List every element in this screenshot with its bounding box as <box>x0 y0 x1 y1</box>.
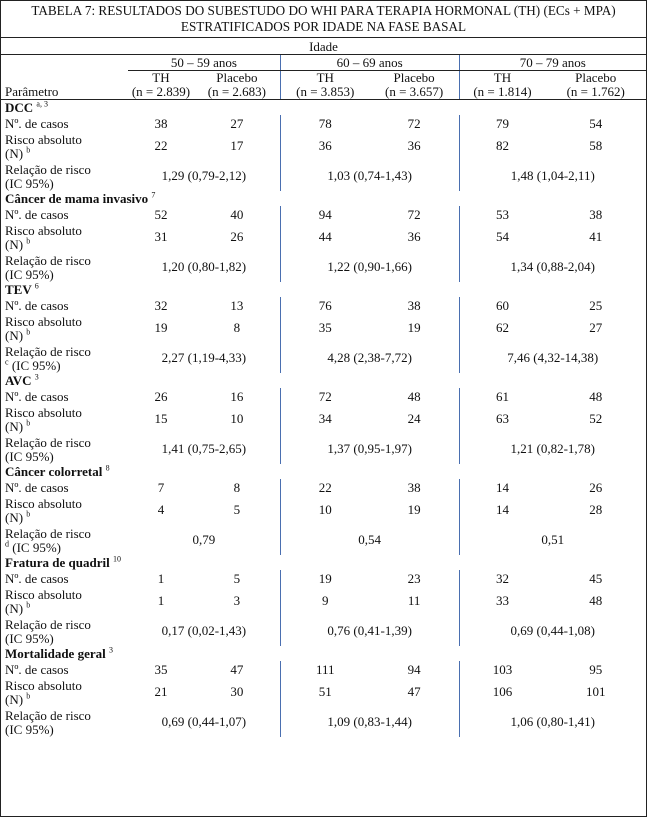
cell-risco-absoluto: 15 <box>154 411 168 426</box>
cell-risco-absoluto: 24 <box>407 411 421 426</box>
cell-risco-absoluto: 31 <box>154 229 168 244</box>
row-label-text: (N) <box>5 146 24 161</box>
cell-casos: 14 <box>459 479 545 495</box>
cell-casos: 38 <box>407 298 421 313</box>
row-label-text: Risco absoluto <box>5 223 82 238</box>
row-label-text: (IC 95%) <box>12 540 61 555</box>
row-label <box>1 570 128 586</box>
table-row <box>1 525 646 555</box>
cell-casos: 72 <box>280 388 369 404</box>
row-label-text: Risco absoluto <box>5 314 82 329</box>
table-body <box>1 100 646 738</box>
cell-casos: 38 <box>154 116 168 131</box>
section-name <box>1 100 646 116</box>
section-name <box>1 282 646 297</box>
table-row <box>1 388 646 404</box>
table-row <box>1 570 646 586</box>
footnote-marker: 6 <box>34 281 39 291</box>
row-label-text: Risco absoluto <box>5 405 82 420</box>
section-title: DCC <box>5 100 34 115</box>
cell-casos: 8 <box>233 480 241 495</box>
row-label <box>1 525 128 555</box>
row-label-text: Nº. de casos <box>5 116 69 131</box>
cell-casos: 76 <box>280 297 369 313</box>
row-label <box>1 661 128 677</box>
n-header: (n = 2.683) <box>194 85 280 100</box>
row-label <box>1 313 128 343</box>
section-name <box>1 464 646 479</box>
row-label <box>1 707 128 737</box>
cell-relacao-risco: 0,69 (0,44-1,08) <box>459 616 646 646</box>
row-label-text: (IC 95%) <box>5 449 54 464</box>
row-label <box>1 115 128 131</box>
row-label-text: Risco absoluto <box>5 678 82 693</box>
cell-casos: 1 <box>157 571 165 586</box>
row-label-text: Relação de risco <box>5 708 91 723</box>
cell-casos: 26 <box>589 480 603 495</box>
section-header <box>1 282 646 297</box>
row-label-text: Relação de risco <box>5 344 91 359</box>
cell-relacao-risco: 4,28 (2,38-7,72) <box>280 343 459 373</box>
cell-relacao-risco: 1,06 (0,80-1,41) <box>459 707 646 737</box>
age-group-header: 60 – 69 anos <box>280 55 459 71</box>
cell-casos: 95 <box>589 662 603 677</box>
table-row <box>1 586 646 616</box>
cell-casos: 19 <box>280 570 369 586</box>
placebo-header: Placebo <box>575 70 617 85</box>
cell-risco-absoluto: 47 <box>407 684 421 699</box>
cell-risco-absoluto: 3 <box>233 593 241 608</box>
cell-casos: 40 <box>230 207 244 222</box>
table-row <box>1 707 646 737</box>
section-header <box>1 555 646 570</box>
row-label-text: Relação de risco <box>5 253 91 268</box>
cell-risco-absoluto: 33 <box>459 586 545 616</box>
footnote-marker: b <box>26 327 31 337</box>
cell-risco-absoluto: 19 <box>154 320 168 335</box>
cell-casos: 23 <box>407 571 421 586</box>
cell-relacao-risco: 1,37 (0,95-1,97) <box>280 434 459 464</box>
section-title: Fratura de quadril <box>5 555 110 570</box>
row-label-text: (N) <box>5 419 24 434</box>
table-row <box>1 313 646 343</box>
cell-risco-absoluto: 19 <box>407 320 421 335</box>
cell-risco-absoluto: 35 <box>280 313 369 343</box>
table-row <box>1 479 646 495</box>
section-name <box>1 646 646 661</box>
cell-relacao-risco: 0,79 <box>192 532 216 547</box>
cell-relacao-risco: 1,34 (0,88-2,04) <box>459 252 646 282</box>
footnote-marker: b <box>26 691 31 701</box>
cell-relacao-risco: 1,09 (0,83-1,44) <box>280 707 459 737</box>
cell-risco-absoluto: 52 <box>589 411 603 426</box>
section-header <box>1 100 646 116</box>
cell-casos: 32 <box>154 298 168 313</box>
cell-risco-absoluto: 41 <box>589 229 603 244</box>
row-label-text: (IC 95%) <box>5 267 54 282</box>
table-row <box>1 404 646 434</box>
n-header: (n = 3.853) <box>280 85 369 100</box>
section-header <box>1 646 646 661</box>
idade-header: Idade <box>1 38 646 55</box>
cell-casos: 27 <box>230 116 244 131</box>
cell-casos: 111 <box>280 661 369 677</box>
cell-risco-absoluto: 22 <box>154 138 168 153</box>
table-row <box>1 161 646 191</box>
cell-casos: 38 <box>407 480 421 495</box>
cell-relacao-risco: 0,76 (0,41-1,39) <box>280 616 459 646</box>
cell-casos: 103 <box>459 661 545 677</box>
cell-casos: 22 <box>280 479 369 495</box>
cell-risco-absoluto: 30 <box>230 684 244 699</box>
cell-relacao-risco: 1,41 (0,75-2,65) <box>161 441 247 456</box>
cell-risco-absoluto: 58 <box>589 138 603 153</box>
cell-risco-absoluto: 21 <box>154 684 168 699</box>
parametro-header: Parâmetro <box>1 71 128 100</box>
cell-casos: 94 <box>407 662 421 677</box>
row-label-text: Nº. de casos <box>5 480 69 495</box>
row-label <box>1 222 128 252</box>
n-header: (n = 1.762) <box>545 85 646 100</box>
row-label-text: (IC 95%) <box>11 358 61 373</box>
row-label <box>1 252 128 282</box>
table-row <box>1 115 646 131</box>
cell-relacao-risco: 1,22 (0,90-1,66) <box>280 252 459 282</box>
table-row <box>1 434 646 464</box>
cell-casos: 72 <box>407 116 421 131</box>
cell-risco-absoluto: 51 <box>280 677 369 707</box>
cell-relacao-risco: 2,27 (1,19-4,33) <box>161 350 247 365</box>
th-header: TH <box>459 71 545 86</box>
section-title: Câncer colorretal <box>5 464 103 479</box>
table-row <box>1 206 646 222</box>
cell-risco-absoluto: 36 <box>280 131 369 161</box>
table-row <box>1 297 646 313</box>
row-label <box>1 131 128 161</box>
cell-casos: 61 <box>459 388 545 404</box>
cell-relacao-risco: 1,20 (0,80-1,82) <box>161 259 247 274</box>
row-label-text: Nº. de casos <box>5 662 69 677</box>
row-label-text: Nº. de casos <box>5 207 69 222</box>
footnote-marker: 10 <box>112 554 121 564</box>
cell-casos: 26 <box>154 389 168 404</box>
cell-risco-absoluto: 4 <box>157 502 165 517</box>
row-label-text: (N) <box>5 237 24 252</box>
row-label <box>1 586 128 616</box>
cell-risco-absoluto: 34 <box>280 404 369 434</box>
age-group-header: 50 – 59 anos <box>128 55 280 71</box>
row-label-text: (N) <box>5 692 24 707</box>
cell-risco-absoluto: 26 <box>230 229 244 244</box>
table-row <box>1 252 646 282</box>
section-header <box>1 191 646 206</box>
placebo-header: Placebo <box>216 70 258 85</box>
cell-risco-absoluto: 36 <box>407 229 421 244</box>
row-label <box>1 388 128 404</box>
cell-risco-absoluto: 82 <box>459 131 545 161</box>
footnote-marker: b <box>26 600 31 610</box>
cell-casos: 94 <box>280 206 369 222</box>
footnote-marker: c <box>5 357 9 367</box>
footnote-marker: b <box>26 145 31 155</box>
th-header: TH <box>152 70 170 85</box>
section-header <box>1 373 646 388</box>
footnote-marker: b <box>26 236 31 246</box>
footnote-marker: 7 <box>151 190 156 200</box>
cell-relacao-risco: 1,29 (0,79-2,12) <box>161 168 247 183</box>
cell-casos: 16 <box>230 389 244 404</box>
table-row <box>1 343 646 373</box>
section-name <box>1 555 646 570</box>
table-row <box>1 677 646 707</box>
footnote-marker: 8 <box>105 463 110 473</box>
cell-casos: 25 <box>589 298 603 313</box>
row-label-text: Relação de risco <box>5 162 91 177</box>
row-label <box>1 404 128 434</box>
cell-risco-absoluto: 14 <box>459 495 545 525</box>
cell-relacao-risco: 0,69 (0,44-1,07) <box>161 714 247 729</box>
row-label-text: (N) <box>5 328 24 343</box>
cell-casos: 32 <box>459 570 545 586</box>
row-label-text: (N) <box>5 601 24 616</box>
cell-casos: 45 <box>589 571 603 586</box>
cell-casos: 52 <box>154 207 168 222</box>
section-title: TEV <box>5 282 32 297</box>
table-row <box>1 131 646 161</box>
row-label-text: (N) <box>5 510 24 525</box>
cell-risco-absoluto: 62 <box>459 313 545 343</box>
row-label <box>1 206 128 222</box>
cell-risco-absoluto: 48 <box>589 593 603 608</box>
cell-casos: 5 <box>233 571 241 586</box>
cell-casos: 38 <box>589 207 603 222</box>
row-label <box>1 479 128 495</box>
row-label <box>1 434 128 464</box>
cell-casos: 53 <box>459 206 545 222</box>
row-label-text: Relação de risco <box>5 435 91 450</box>
n-header: (n = 1.814) <box>459 85 545 100</box>
cell-relacao-risco: 0,51 <box>459 525 646 555</box>
cell-relacao-risco: 0,17 (0,02-1,43) <box>161 623 247 638</box>
cell-risco-absoluto: 44 <box>280 222 369 252</box>
cell-casos: 54 <box>589 116 603 131</box>
cell-casos: 72 <box>407 207 421 222</box>
cell-risco-absoluto: 5 <box>233 502 241 517</box>
table-row <box>1 495 646 525</box>
section-header <box>1 464 646 479</box>
row-label <box>1 677 128 707</box>
results-table <box>1 38 646 737</box>
table-row <box>1 616 646 646</box>
cell-casos: 78 <box>280 115 369 131</box>
cell-risco-absoluto: 54 <box>459 222 545 252</box>
row-label <box>1 297 128 313</box>
row-label <box>1 161 128 191</box>
cell-relacao-risco: 1,21 (0,82-1,78) <box>459 434 646 464</box>
cell-risco-absoluto: 9 <box>280 586 369 616</box>
cell-risco-absoluto: 27 <box>589 320 603 335</box>
cell-risco-absoluto: 1 <box>157 593 165 608</box>
cell-risco-absoluto: 19 <box>407 502 421 517</box>
cell-relacao-risco: 7,46 (4,32-14,38) <box>459 343 646 373</box>
table-row <box>1 661 646 677</box>
cell-risco-absoluto: 101 <box>585 684 606 699</box>
cell-relacao-risco: 1,03 (0,74-1,43) <box>280 161 459 191</box>
row-label-text: Nº. de casos <box>5 389 69 404</box>
footnote-marker: b <box>26 509 31 519</box>
section-title: AVC <box>5 373 32 388</box>
cell-risco-absoluto: 11 <box>407 593 421 608</box>
cell-risco-absoluto: 17 <box>230 138 244 153</box>
section-name <box>1 191 646 206</box>
cell-risco-absoluto: 10 <box>280 495 369 525</box>
row-label-text: Risco absoluto <box>5 587 82 602</box>
cell-casos: 13 <box>230 298 244 313</box>
row-label-text: Nº. de casos <box>5 298 69 313</box>
section-name <box>1 373 646 388</box>
cell-risco-absoluto: 63 <box>459 404 545 434</box>
th-header: TH <box>280 71 369 86</box>
row-label-text: Relação de risco <box>5 617 91 632</box>
footnote-marker: a, 3 <box>36 99 48 109</box>
footnote-marker: b <box>26 418 31 428</box>
placebo-header: Placebo <box>393 70 435 85</box>
footnote-marker: 3 <box>108 645 113 655</box>
row-label-text: (IC 95%) <box>5 722 54 737</box>
cell-casos: 79 <box>459 115 545 131</box>
cell-casos: 48 <box>589 389 603 404</box>
cell-relacao-risco: 0,54 <box>280 525 459 555</box>
row-label <box>1 616 128 646</box>
row-label-text: Risco absoluto <box>5 132 82 147</box>
row-label-text: Risco absoluto <box>5 496 82 511</box>
n-header: (n = 2.839) <box>128 85 194 100</box>
cell-casos: 7 <box>157 480 165 495</box>
row-label-text: (IC 95%) <box>5 176 54 191</box>
footnote-marker: 3 <box>34 372 39 382</box>
cell-casos: 47 <box>230 662 244 677</box>
footnote-marker: d <box>5 539 9 549</box>
cell-risco-absoluto: 10 <box>230 411 244 426</box>
table-row <box>1 222 646 252</box>
section-title: Câncer de mama invasivo <box>5 191 149 206</box>
cell-risco-absoluto: 28 <box>589 502 603 517</box>
row-label-text: Nº. de casos <box>5 571 69 586</box>
n-header: (n = 3.657) <box>370 85 459 100</box>
cell-risco-absoluto: 36 <box>407 138 421 153</box>
age-group-header: 70 – 79 anos <box>459 55 646 71</box>
row-label-text: Relação de risco <box>5 526 91 541</box>
cell-casos: 35 <box>154 662 168 677</box>
cell-casos: 48 <box>407 389 421 404</box>
row-label <box>1 343 128 373</box>
row-label-text: (IC 95%) <box>5 631 54 646</box>
table-title: TABELA 7: RESULTADOS DO SUBESTUDO DO WHI PARA TERAPIA HORMONAL (TH) (ECs + MPA) ESTRATIFICADOS POR IDADE NA FASE BASAL <box>1 1 646 38</box>
cell-risco-absoluto: 106 <box>459 677 545 707</box>
cell-relacao-risco: 1,48 (1,04-2,11) <box>459 161 646 191</box>
row-label <box>1 495 128 525</box>
cell-risco-absoluto: 8 <box>233 320 241 335</box>
section-title: Mortalidade geral <box>5 646 106 661</box>
cell-casos: 60 <box>459 297 545 313</box>
